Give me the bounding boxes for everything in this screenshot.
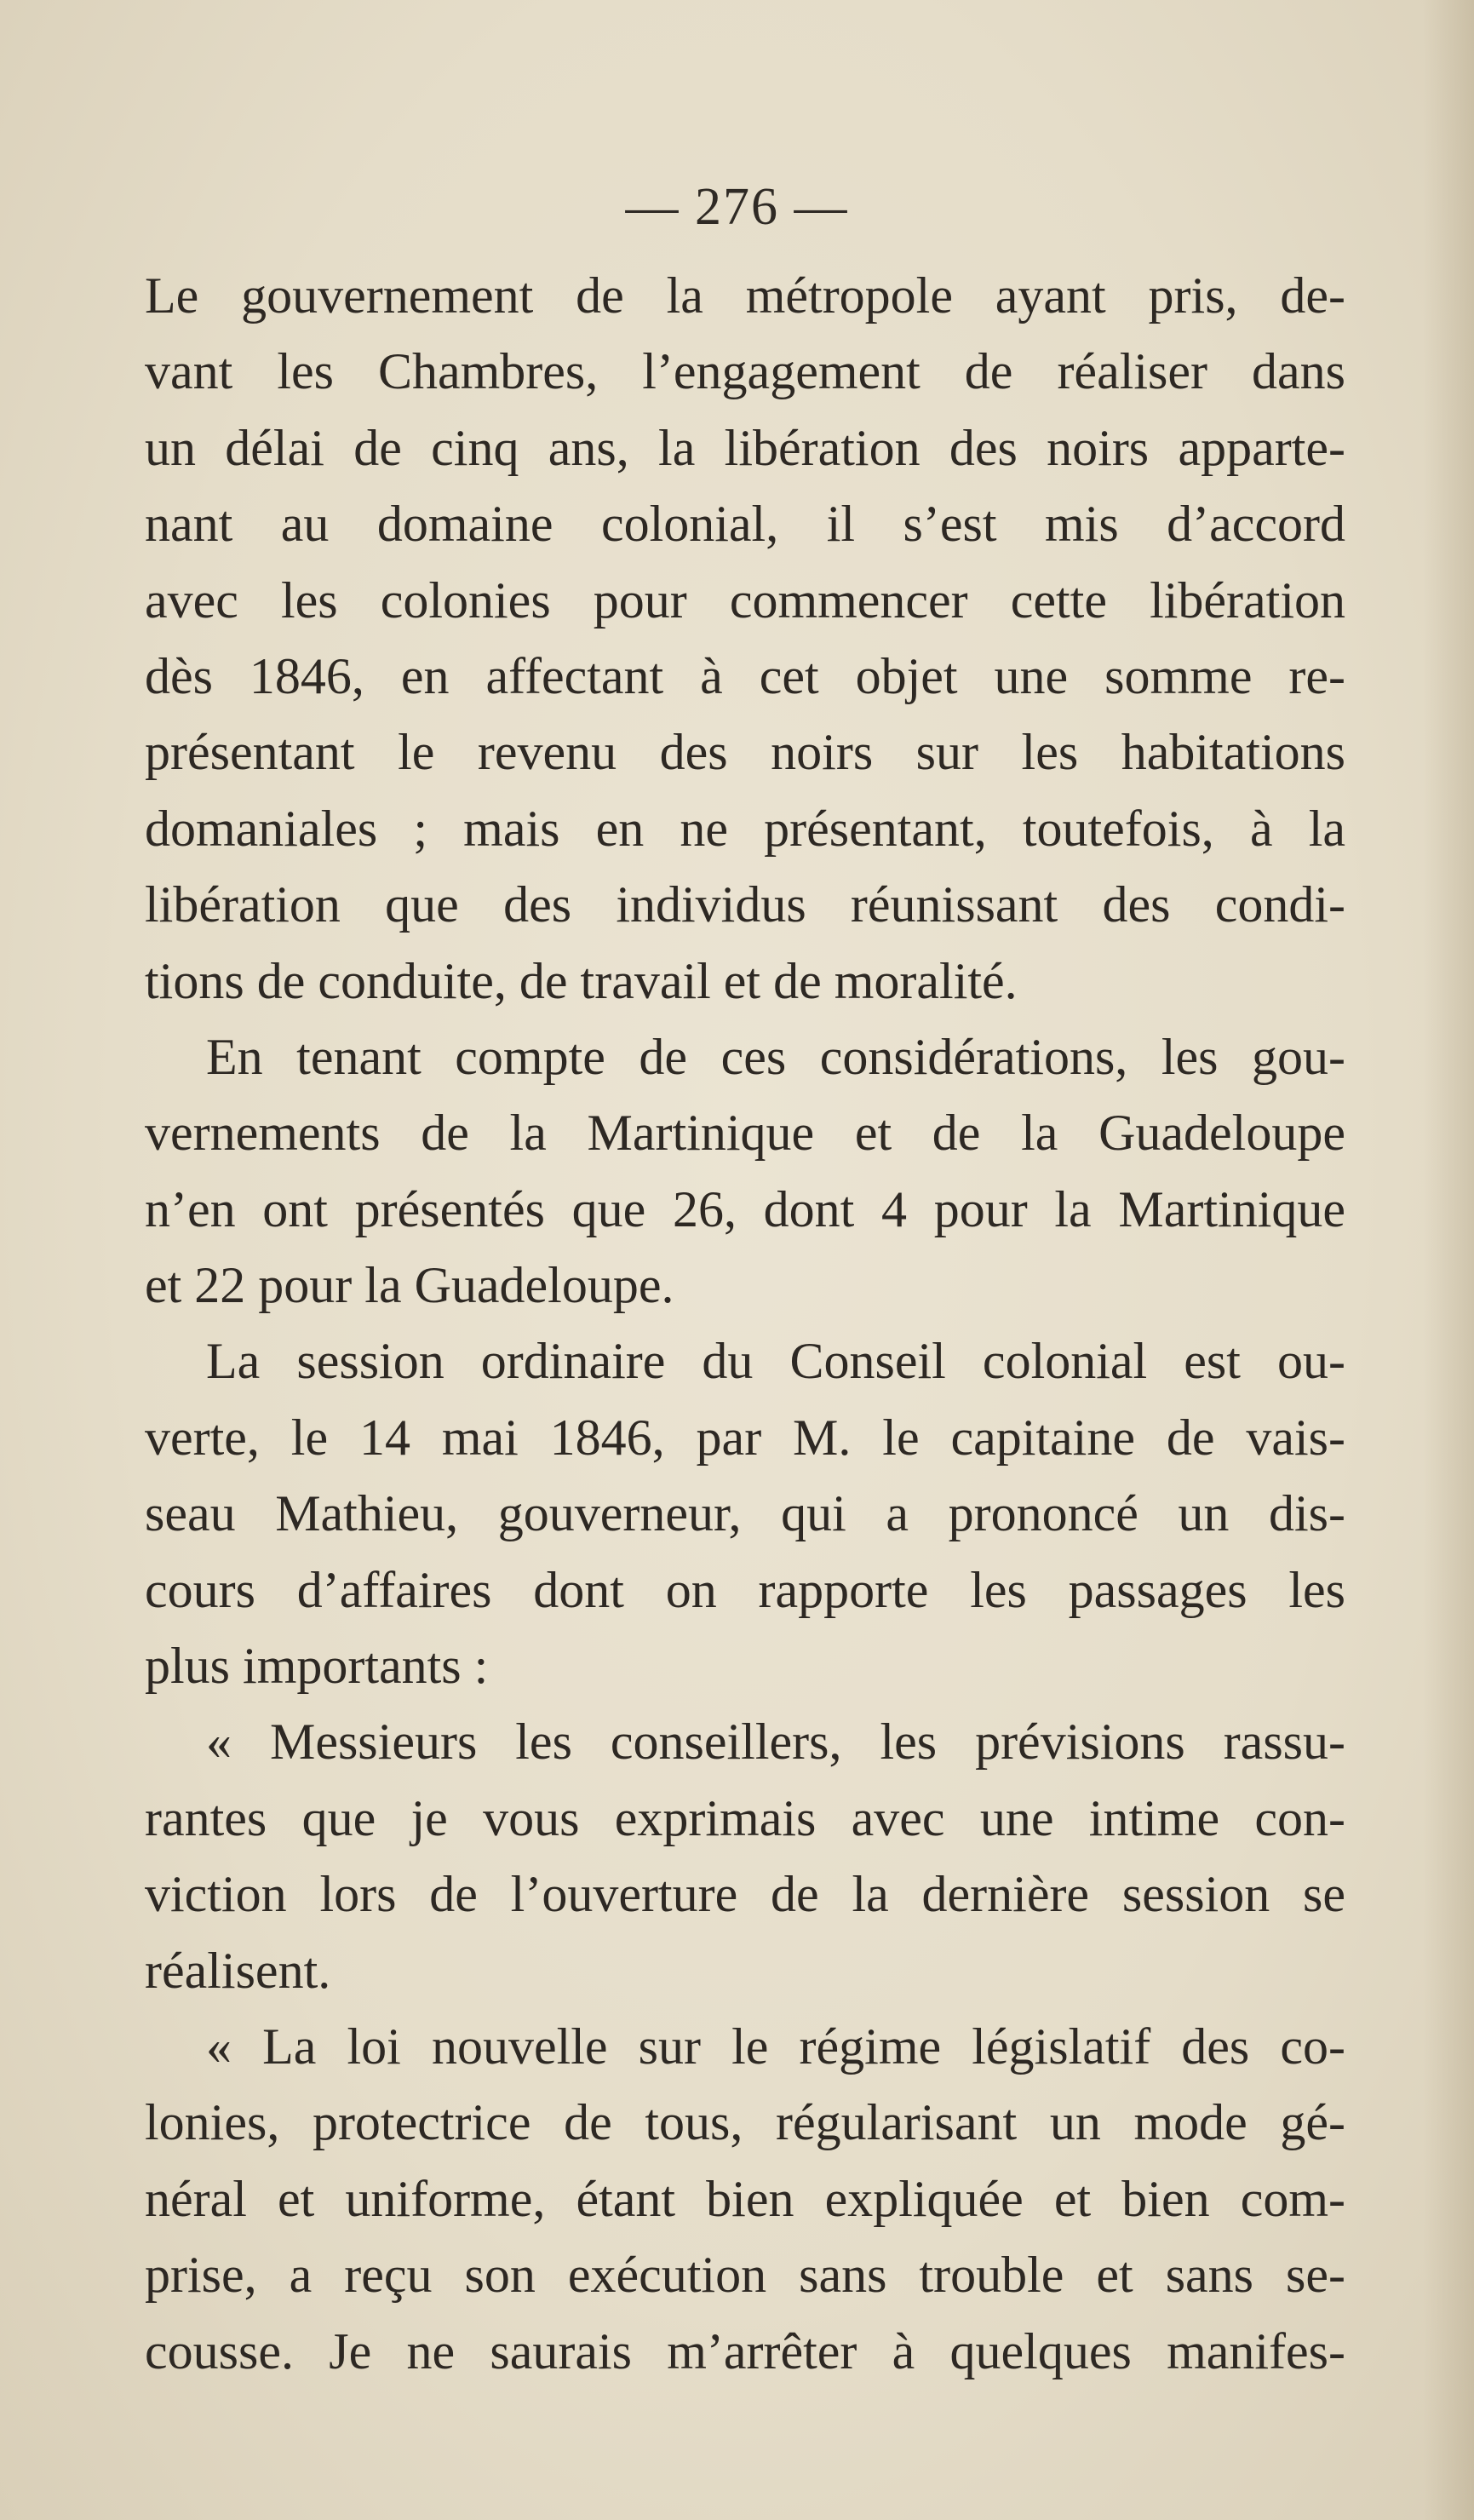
body-text — [145, 258, 1345, 2390]
text-line: libération que des individus réunissant des condi- — [145, 876, 1345, 933]
text-line: nant au domaine colonial, il s’est mis d’accord — [145, 496, 1345, 553]
text-line: avec les colonies pour commencer cette libération — [145, 571, 1345, 629]
text-line: dès 1846, en affectant à cet objet une somme re- — [145, 647, 1345, 704]
paragraph — [145, 2009, 1345, 2390]
paragraph — [145, 1704, 1345, 2009]
text-line: Le gouvernement de la métropole ayant pris, de- — [145, 267, 1345, 324]
text-line: vant les Chambres, l’engagement de réaliser dans — [145, 343, 1345, 400]
text-line: cours d’affaires dont on rapporte les passages les — [145, 1561, 1345, 1618]
page-number: — 276 — — [625, 178, 849, 236]
text-line: et 22 pour la Guadeloupe. — [145, 1257, 674, 1314]
text-line: lonies, protectrice de tous, régularisant un mode gé- — [145, 2094, 1345, 2151]
paragraph — [145, 258, 1345, 1019]
text-line: La session ordinaire du Conseil colonial est ou- — [206, 1333, 1345, 1390]
text-line: vernements de la Martinique et de la Guadeloupe — [145, 1105, 1345, 1162]
text-line: seau Mathieu, gouverneur, qui a prononcé un dis- — [145, 1485, 1345, 1542]
text-line: plus importants : — [145, 1638, 489, 1695]
text-line: domaniales ; mais en ne présentant, toutefois, à la — [145, 800, 1345, 857]
text-line: En tenant compte de ces considérations, les gou- — [206, 1028, 1345, 1085]
text-line: réalisent. — [145, 1942, 331, 1999]
text-line: cousse. Je ne saurais m’arrêter à quelques manifes- — [145, 2322, 1345, 2379]
text-line: viction lors de l’ouverture de la dernière session se — [145, 1866, 1345, 1923]
paragraph — [145, 1323, 1345, 1704]
text-line: rantes que je vous exprimais avec une intime con- — [145, 1789, 1345, 1846]
paragraph — [145, 1019, 1345, 1324]
text-line: n’en ont présentés que 26, dont 4 pour la Martinique — [145, 1180, 1345, 1237]
text-line: « Messieurs les conseillers, les prévisions rassu- — [206, 1713, 1345, 1771]
text-line: tions de conduite, de travail et de moralité. — [145, 952, 1018, 1009]
text-line: prise, a reçu son exécution sans trouble et sans se- — [145, 2247, 1345, 2304]
text-line: « La loi nouvelle sur le régime législatif des co- — [206, 2018, 1345, 2075]
text-line: présentant le revenu des noirs sur les habitations — [145, 724, 1345, 781]
text-line: verte, le 14 mai 1846, par M. le capitaine de vais- — [145, 1409, 1345, 1466]
text-line: néral et uniforme, étant bien expliquée et bien com- — [145, 2170, 1345, 2227]
text-line: un délai de cinq ans, la libération des noirs apparte- — [145, 419, 1345, 476]
